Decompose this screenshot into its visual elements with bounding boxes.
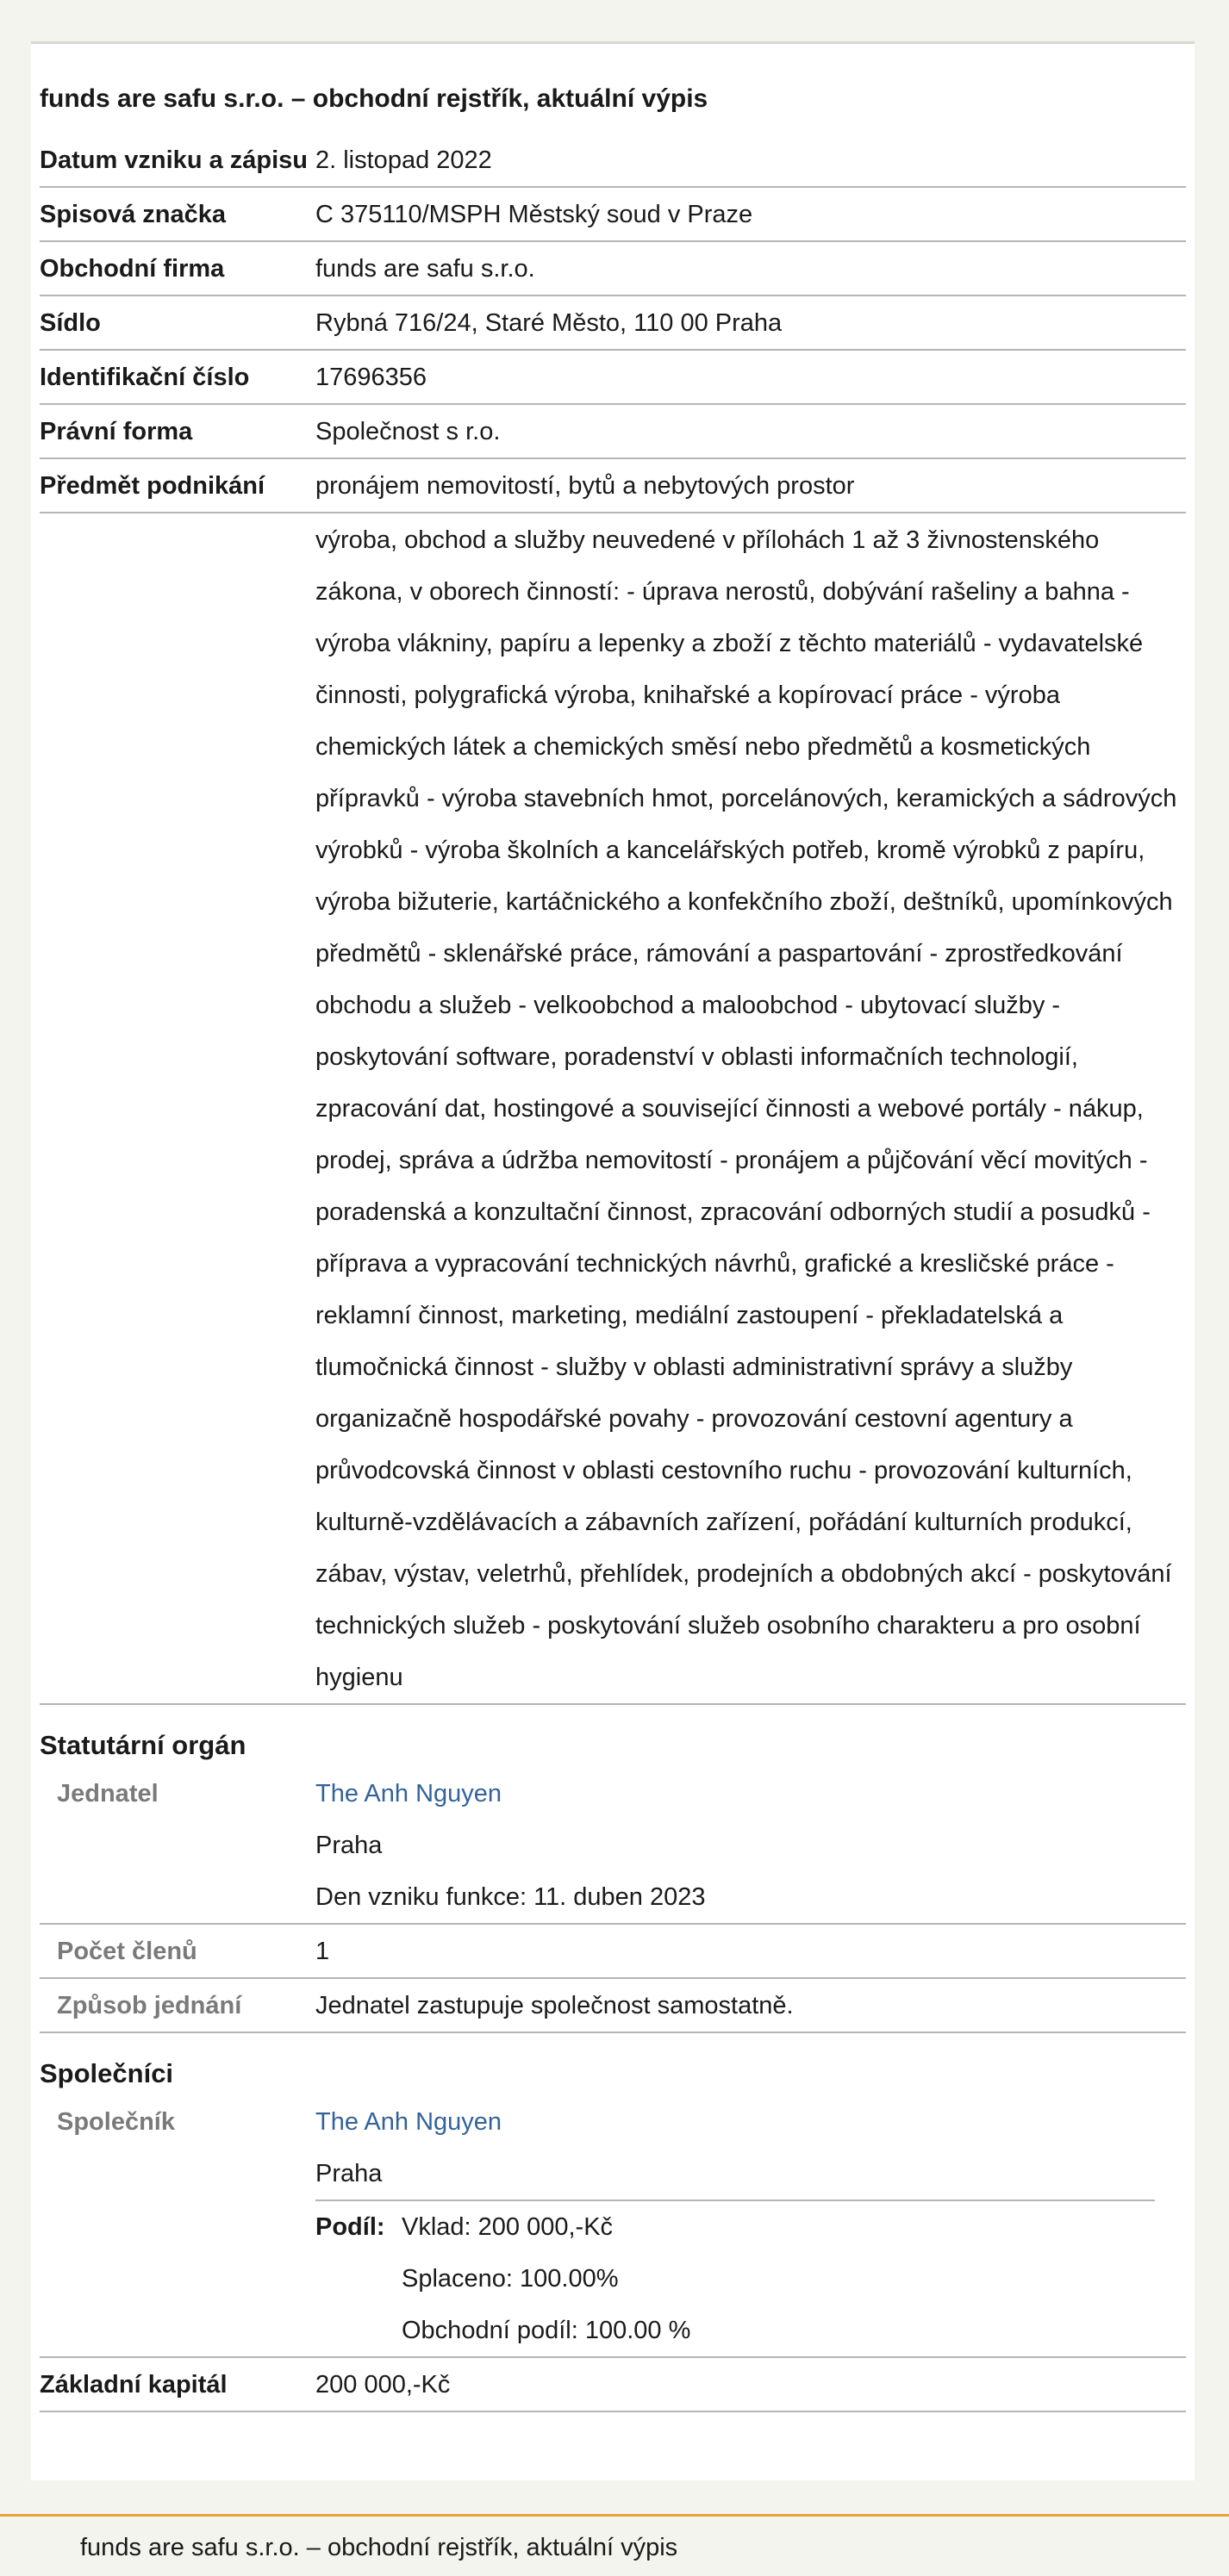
section-heading-spolecnici: Společníci <box>40 2058 174 2088</box>
row-value <box>315 1767 1186 1923</box>
podil-block <box>315 2200 1155 2356</box>
row-label: Jednatel <box>57 1780 159 1808</box>
row-jednatel <box>40 1767 1186 1925</box>
row-sidlo <box>40 296 1186 351</box>
row-value: C 375110/MSPH Městský soud v Praze <box>315 201 753 228</box>
jednatel-since: Den vzniku funkce: 11. duben 2023 <box>315 1883 706 1911</box>
row-value <box>315 2095 1186 2356</box>
spolecnik-name-link[interactable]: The Anh Nguyen <box>315 2108 502 2136</box>
row-label: Spisová značka <box>40 201 226 228</box>
row-spisova-znacka <box>40 188 1186 242</box>
row-predmet-podnikani-2 <box>40 513 1186 1705</box>
row-label: Základní kapitál <box>40 2371 228 2399</box>
row-label: Identifikační číslo <box>40 364 250 391</box>
row-pocet-clenu <box>40 1925 1186 1979</box>
row-label: Datum vzniku a zápisu <box>40 146 309 174</box>
jednatel-city: Praha <box>315 1832 383 1859</box>
row-label: Obchodní firma <box>40 255 225 283</box>
podil-splaceno: Splaceno: 100.00% <box>402 2265 619 2293</box>
row-value: Rybná 716/24, Staré Město, 110 00 Praha <box>315 309 783 337</box>
jednatel-name-link[interactable]: The Anh Nguyen <box>315 1780 502 1808</box>
row-ico <box>40 351 1186 405</box>
row-value: výroba, obchod a služby neuvedené v přílohách 1 až 3 živnostenského zákona, v oborech činností: - úprava nerostů, dobývání rašeliny a bahna - výroba vlákniny, papíru a lepenky a zboží z těchto materiálů - vydavatelské činnosti, polygrafická výroba, knihařské a kopírovací práce - výroba chemických látek a chemických směsí nebo předmětů a kosmetických přípravků - výroba stavebních hmot, porcelánových, keramických a sádrových výrobků - výroba školních a kancelářských potřeb, kromě výrobků z papíru, výroba bižuterie, kartáčnického a konfekčního zboží, deštníků, upomínkových předmětů - sklenářské práce, rámování a paspartování - zprostředkování obchodu a služeb - velkoobchod a maloobchod - ubytovací služby - poskytování software, poradenství v oblasti informačních technologií, zpracování dat, hostingové a související činnosti a webové portály - nákup, prodej, správa a údržba nemovitostí - pronájem a půjčování věcí movitých - poradenská a konzultační činnost, zpracování odborných studií a posudků - příprava a vypracování technických návrhů, grafické a kresličské práce - reklamní činnost, marketing, mediální zastoupení - překladatelská a tlumočnická činnost - služby v oblasti administrativní správy a služby organizačně hospodářské povahy - provozování cestovní agentury a průvodcovská činnost v oblasti cestovního ruchu - provozování kulturních, kulturně-vzdělávacích a zábavních zařízení, pořádání kulturních produkcí, zábav, výstav, veletrhů, přehlídek, prodejních a obdobných akcí - poskytování technických služeb - poskytování služeb osobního charakteru a pro osobní hygienu <box>315 526 1177 1691</box>
row-value: pronájem nemovitostí, bytů a nebytových prostor <box>315 472 855 500</box>
row-value: 200 000,-Kč <box>315 2371 451 2399</box>
section-heading-statutarni: Statutární orgán <box>40 1730 246 1760</box>
row-value: 1 <box>315 1938 330 1965</box>
row-obchodni-firma <box>40 242 1186 296</box>
row-value: Společnost s r.o. <box>315 418 501 445</box>
footer-divider <box>0 2514 1229 2517</box>
podil-label: Podíl: <box>315 2213 385 2241</box>
row-datum-vzniku <box>40 134 1186 188</box>
podil-values <box>402 2201 690 2356</box>
row-label: Právní forma <box>40 418 193 445</box>
row-label: Sídlo <box>40 309 101 337</box>
row-pravni-forma <box>40 405 1186 459</box>
row-spolecnik <box>40 2095 1186 2358</box>
podil-vklad: Vklad: 200 000,-Kč <box>402 2213 614 2241</box>
row-zakladni-kapital <box>40 2358 1186 2412</box>
row-label: Způsob jednání <box>57 1992 242 2019</box>
spolecnik-city: Praha <box>315 2160 383 2187</box>
page-title: funds are safu s.r.o. – obchodní rejstřík, aktuální výpis <box>40 84 708 113</box>
registry-extract-card <box>31 44 1195 2480</box>
row-label-empty <box>40 513 315 1703</box>
row-value: 17696356 <box>315 364 427 391</box>
row-value: Jednatel zastupuje společnost samostatně. <box>315 1992 794 2019</box>
row-zpusob-jednani <box>40 1979 1186 2033</box>
row-label: Počet členů <box>57 1938 197 1965</box>
row-value: 2. listopad 2022 <box>315 146 492 174</box>
footer-text: funds are safu s.r.o. – obchodní rejstřík, aktuální výpis <box>80 2534 678 2561</box>
row-label: Předmět podnikání <box>40 472 265 500</box>
row-label: Společník <box>57 2108 175 2136</box>
row-predmet-podnikani <box>40 459 1186 513</box>
podil-obchodni: Obchodní podíl: 100.00 % <box>402 2317 691 2344</box>
row-value: funds are safu s.r.o. <box>315 255 535 283</box>
